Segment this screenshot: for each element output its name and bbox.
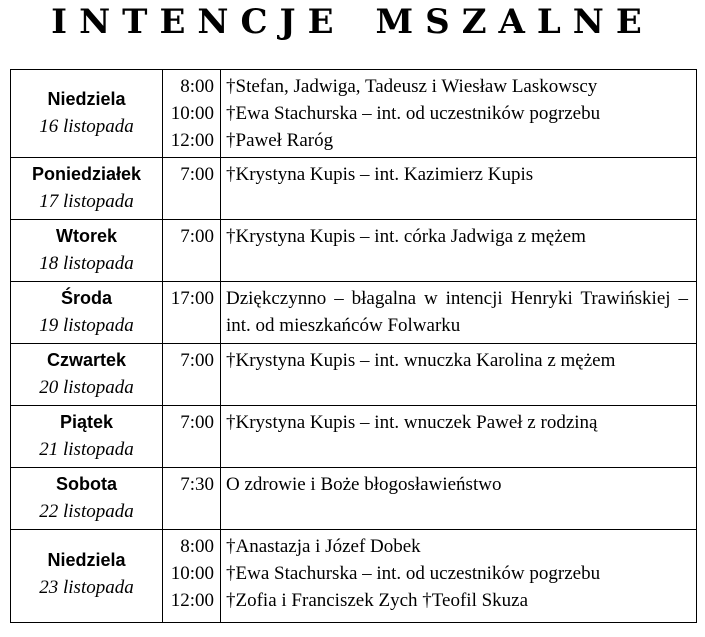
mass-time: 7:30 — [180, 474, 214, 495]
intention-text: O zdrowie i Boże błogosławieństwo — [226, 474, 502, 495]
day-name: Środa — [60, 288, 112, 308]
day-name: Piątek — [59, 412, 114, 432]
times-cell — [163, 406, 221, 468]
day-name: Wtorek — [55, 226, 117, 246]
day-cell — [11, 70, 163, 158]
table-row — [11, 344, 697, 406]
intention-text: †Zofia i Franciszek Zych †Teofil Skuza — [226, 590, 529, 611]
mass-time: 17:00 — [170, 288, 214, 309]
day-name: Czwartek — [46, 350, 127, 370]
day-date: 20 listopada — [39, 377, 134, 398]
day-name: Poniedziałek — [31, 164, 142, 184]
intention-text: †Paweł Raróg — [226, 130, 334, 151]
intention-text: †Ewa Stachurska – int. od uczestników pogrzebu — [226, 103, 601, 124]
day-cell — [11, 530, 163, 623]
mass-time: 12:00 — [170, 130, 214, 151]
mass-time: 8:00 — [180, 76, 214, 97]
title-word-1: INTENCJE — [51, 2, 346, 42]
page-title — [0, 0, 705, 48]
day-name: Niedziela — [47, 550, 126, 570]
intention-text: †Ewa Stachurska – int. od uczestników pogrzebu — [226, 563, 601, 584]
times-cell — [163, 220, 221, 282]
day-name: Niedziela — [47, 89, 126, 109]
intention-text: †Anastazja i Józef Dobek — [226, 536, 421, 557]
times-cell — [163, 282, 221, 344]
mass-time: 7:00 — [180, 350, 214, 371]
day-date: 22 listopada — [39, 501, 134, 522]
intention-text: †Krystyna Kupis – int. wnuczka Karolina z mężem — [226, 350, 616, 371]
day-date: 19 listopada — [39, 315, 134, 336]
day-name: Sobota — [56, 474, 117, 494]
table-row — [11, 70, 697, 158]
intentions-cell — [221, 344, 697, 406]
day-cell — [11, 344, 163, 406]
intentions-cell — [221, 406, 697, 468]
intention-text: †Krystyna Kupis – int. Kazimierz Kupis — [226, 164, 534, 185]
day-date: 18 listopada — [39, 253, 134, 274]
day-cell — [11, 282, 163, 344]
day-cell — [11, 406, 163, 468]
day-cell — [11, 220, 163, 282]
mass-time: 7:00 — [180, 412, 214, 433]
table-row — [11, 220, 697, 282]
intentions-cell — [221, 70, 697, 158]
table-row — [11, 406, 697, 468]
table-row — [11, 158, 697, 220]
day-date: 16 listopada — [39, 116, 134, 137]
intention-text: †Krystyna Kupis – int. córka Jadwiga z mężem — [226, 226, 586, 247]
times-cell — [163, 158, 221, 220]
mass-intentions-table — [10, 69, 697, 623]
intention-text: Dziękczynno – błagalna w intencji Henryki Trawińskiej – int. od mieszkańców Folwarku — [226, 288, 688, 336]
intentions-cell — [221, 282, 697, 344]
mass-time: 7:00 — [180, 226, 214, 247]
mass-time: 10:00 — [170, 103, 214, 124]
intentions-cell — [221, 468, 697, 530]
mass-time: 10:00 — [170, 563, 214, 584]
title-word-2: MSZALNE — [375, 2, 654, 42]
intention-text: †Stefan, Jadwiga, Tadeusz i Wiesław Laskowscy — [226, 76, 598, 97]
intention-text: †Krystyna Kupis – int. wnuczek Paweł z rodziną — [226, 412, 598, 433]
day-date: 23 listopada — [39, 577, 134, 598]
intentions-cell — [221, 220, 697, 282]
table-row — [11, 282, 697, 344]
mass-time: 8:00 — [180, 536, 214, 557]
day-cell — [11, 468, 163, 530]
table-row — [11, 530, 697, 623]
mass-time: 12:00 — [170, 590, 214, 611]
intentions-cell — [221, 158, 697, 220]
mass-time: 7:00 — [180, 164, 214, 185]
day-date: 17 listopada — [39, 191, 134, 212]
times-cell — [163, 530, 221, 623]
day-cell — [11, 158, 163, 220]
intentions-cell — [221, 530, 697, 623]
table-row — [11, 468, 697, 530]
times-cell — [163, 468, 221, 530]
times-cell — [163, 70, 221, 158]
day-date: 21 listopada — [39, 439, 134, 460]
times-cell — [163, 344, 221, 406]
